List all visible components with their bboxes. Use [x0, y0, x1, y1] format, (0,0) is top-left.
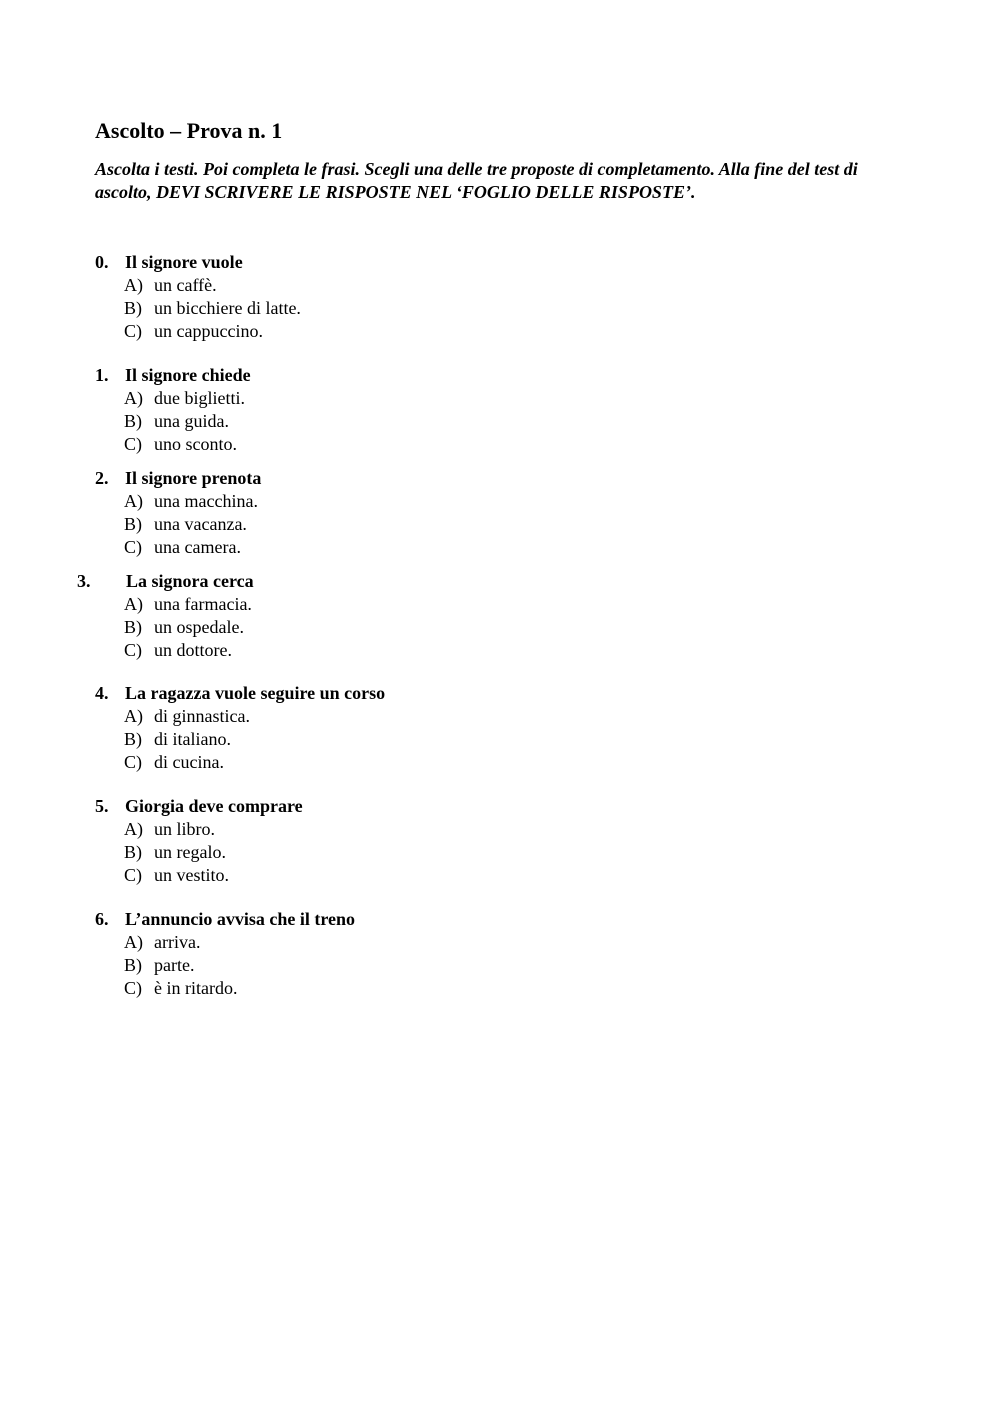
option-text: un cappuccino. — [154, 321, 263, 341]
option-letter: C) — [124, 434, 142, 454]
option-text: due biglietti. — [154, 388, 245, 408]
option-letter: A) — [124, 594, 143, 614]
option-letter: C) — [124, 321, 142, 341]
question-header — [0, 795, 1000, 818]
option-letter: A) — [124, 932, 143, 952]
option-letter: A) — [124, 819, 143, 839]
question-header — [0, 570, 1000, 593]
option-text: di italiano. — [154, 729, 231, 749]
option-letter: B) — [124, 617, 142, 637]
option-text: una vacanza. — [154, 514, 247, 534]
option-a — [0, 818, 1000, 841]
option-b — [0, 841, 1000, 864]
option-letter: C) — [124, 537, 142, 557]
option-text: una camera. — [154, 537, 241, 557]
option-text: parte. — [154, 955, 195, 975]
question-prompt: L’annuncio avvisa che il treno — [125, 909, 356, 929]
question-prompt: Il signore prenota — [125, 468, 262, 488]
option-c — [0, 977, 1000, 1000]
question-number: 4. — [95, 683, 109, 703]
option-a — [0, 705, 1000, 728]
page-title: Ascolto – Prova n. 1 — [95, 118, 283, 143]
question-prompt: Il signore vuole — [125, 252, 243, 272]
question-number: 1. — [95, 365, 109, 385]
question-number: 3. — [77, 571, 91, 591]
question-number: 0. — [95, 252, 109, 272]
option-text: uno sconto. — [154, 434, 237, 454]
option-letter: C) — [124, 865, 142, 885]
option-text: di ginnastica. — [154, 706, 250, 726]
option-letter: B) — [124, 842, 142, 862]
option-b — [0, 954, 1000, 977]
question-header — [0, 682, 1000, 705]
option-text: di cucina. — [154, 752, 224, 772]
option-text: un libro. — [154, 819, 215, 839]
question-prompt: Giorgia deve comprare — [125, 796, 303, 816]
question-header — [0, 908, 1000, 931]
option-letter: B) — [124, 514, 142, 534]
question-prompt: La ragazza vuole seguire un corso — [125, 683, 386, 703]
option-letter: A) — [124, 388, 143, 408]
question-number: 5. — [95, 796, 109, 816]
option-letter: A) — [124, 706, 143, 726]
option-text: un regalo. — [154, 842, 226, 862]
option-text: un bicchiere di latte. — [154, 298, 301, 318]
question-prompt: Il signore chiede — [125, 365, 251, 385]
question-number: 2. — [95, 468, 109, 488]
option-c — [0, 864, 1000, 887]
question-2 — [0, 467, 1000, 559]
option-letter: A) — [124, 275, 143, 295]
question-prompt: La signora cerca — [126, 571, 254, 591]
option-letter: B) — [124, 411, 142, 431]
option-text: un ospedale. — [154, 617, 244, 637]
option-text: un vestito. — [154, 865, 229, 885]
option-c — [0, 751, 1000, 774]
option-text: una farmacia. — [154, 594, 252, 614]
question-0 — [0, 251, 1000, 343]
question-3 — [0, 570, 1000, 662]
option-text: una guida. — [154, 411, 229, 431]
option-b — [0, 616, 1000, 639]
option-a — [0, 931, 1000, 954]
question-header — [0, 467, 1000, 490]
question-6 — [0, 908, 1000, 1000]
option-a — [0, 490, 1000, 513]
option-b — [0, 297, 1000, 320]
option-b — [0, 513, 1000, 536]
question-1 — [0, 364, 1000, 456]
option-letter: A) — [124, 491, 143, 511]
question-header — [0, 364, 1000, 387]
option-text: un dottore. — [154, 640, 232, 660]
option-text: è in ritardo. — [154, 978, 238, 998]
option-b — [0, 728, 1000, 751]
question-number: 6. — [95, 909, 109, 929]
option-a — [0, 593, 1000, 616]
option-c — [0, 639, 1000, 662]
option-a — [0, 274, 1000, 297]
question-4 — [0, 682, 1000, 774]
question-header — [0, 251, 1000, 274]
option-text: arriva. — [154, 932, 201, 952]
option-letter: C) — [124, 752, 142, 772]
instructions-text: Ascolta i testi. Poi completa le frasi. Scegli una delle tre proposte di completamento. Alla fine del test di ascolto, DEVI SCRIVERE LE RISPOSTE NEL ‘FOGLIO DELLE RISPOSTE’. — [95, 159, 858, 202]
option-b — [0, 410, 1000, 433]
option-text: un caffè. — [154, 275, 217, 295]
option-text: una macchina. — [154, 491, 258, 511]
option-letter: B) — [124, 729, 142, 749]
option-letter: C) — [124, 640, 142, 660]
option-letter: C) — [124, 978, 142, 998]
question-5 — [0, 795, 1000, 887]
option-c — [0, 536, 1000, 559]
option-letter: B) — [124, 298, 142, 318]
option-c — [0, 320, 1000, 343]
option-c — [0, 433, 1000, 456]
option-a — [0, 387, 1000, 410]
option-letter: B) — [124, 955, 142, 975]
